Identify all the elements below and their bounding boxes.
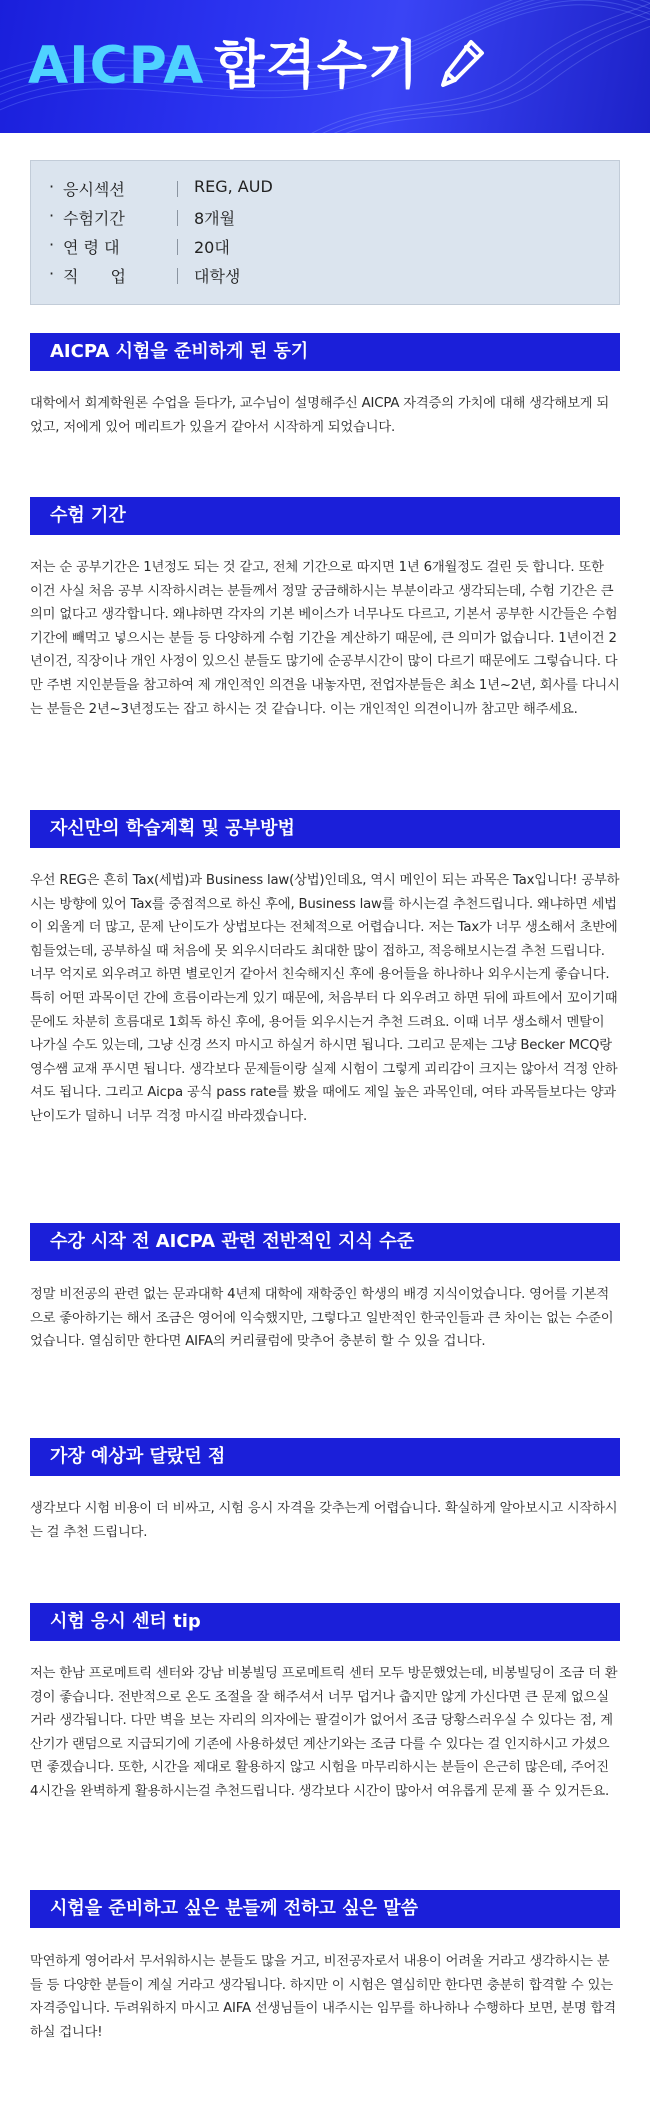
divider	[177, 210, 178, 226]
bullet: ·	[49, 177, 55, 196]
bullet: ·	[49, 264, 55, 283]
divider	[177, 239, 178, 255]
bullet: ·	[49, 206, 55, 225]
section-heading-test-center-tip: 시험 응시 센터 tip	[30, 1603, 620, 1641]
section-heading-motivation: AICPA 시험을 준비하게 된 동기	[30, 333, 620, 371]
section-body-motivation: 대학에서 회계학원론 수업을 듣다가, 교수님이 설명해주신 AICPA 자격증의 가치에 대해 생각해보게 되었고, 저에게 있어 메리트가 있을거 같아서 시작하게 되었습니다.	[30, 396, 610, 435]
section-body-prior-knowledge: 정말 비전공의 관련 없는 문과대학 4년제 대학에 재학중인 학생의 배경 지식이었습니다. 영어를 기본적으로 좋아하기는 해서 조금은 영어에 익숙했지만, 그렇다고 일반적인 한국인들과 큰 차이는 없는 수준이었습니다. 열심히만 한다면 AIFA의 커리큘럼에 맞추어 충분히 할 수 있을 겁니다.	[30, 1287, 614, 1350]
section-heading-study-period: 수험 기간	[30, 497, 620, 535]
header-banner	[0, 0, 650, 133]
divider	[177, 268, 178, 284]
info-value: 대학생	[194, 267, 241, 286]
section-heading-prior-knowledge: 수강 시작 전 AICPA 관련 전반적인 지식 수준	[30, 1223, 620, 1261]
title-review: 합격수기	[214, 36, 420, 96]
section-body-unexpected: 생각보다 시험 비용이 더 비싸고, 시험 응시 자격을 갖추는게 어렵습니다. 확실하게 알아보시고 시작하시는 걸 추천 드립니다.	[30, 1501, 618, 1540]
section-heading-study-plan: 자신만의 학습계획 및 공부방법	[30, 810, 620, 848]
applicant-info-box	[30, 160, 620, 305]
section-heading-message: 시험을 준비하고 싶은 분들께 전하고 싶은 말씀	[30, 1890, 620, 1928]
info-label: 수험기간	[63, 209, 125, 228]
info-label: 직 업	[63, 267, 126, 286]
section-heading-unexpected: 가장 예상과 달랐던 점	[30, 1438, 620, 1476]
info-value: 8개월	[194, 209, 236, 228]
title-aicpa: AICPA	[28, 36, 205, 96]
section-body-study-plan: 우선 REG은 흔히 Tax(세법)과 Business law(상법)인데요, 역시 메인이 되는 과목은 Tax입니다! 공부하시는 방향에 있어 Tax를 중점적으로 하신 후에, Business law를 하시는걸 추천드립니다. 왜냐하면 세법이 외울게 더 많고, 문제 난이도가 상법보다는 전체적으로 어렵습니다. 저는 Tax가 너무 생소해서 초반에 힘들었는데, 공부하실 때 처음에 못 외우시더라도 최대한 많이 접하고, 적응해보시는걸 추천 드립니다. 너무 억지로 외우려고 하면 별로인거 같아서 친숙해지신 후에 용어들을 하나하나 외우시는게 좋습니다. 특히 어떤 과목이던 간에 흐름이라는게 있기 때문에, 처음부터 다 외우려고 하면 뒤에 파트에서 꼬이기때문에도 차분히 흐름대로 1회독 하신 후에, 용어들 외우시는거 추천 드려요. 이때 너무 생소해서 멘탈이 나가실 수도 있는데, 그냥 신경 쓰지 마시고 하실거 하시면 됩니다. 그리고 문제는 그냥 Becker MCQ랑 영수쌤 교재 푸시면 됩니다. 생각보다 문제들이랑 실제 시험이 그렇게 괴리감이 크지는 않아서 걱정 안하셔도 됩니다. 그리고 Aicpa 공식 pass rate를 봤을 때에도 제일 높은 과목인데, 여타 과목들보다는 양과 난이도가 덜하니 너무 걱정 마시길 바라겠습니다.	[30, 873, 620, 1124]
info-label: 연 령 대	[63, 238, 120, 257]
pencil-icon	[440, 38, 486, 90]
info-value: 20대	[194, 238, 230, 257]
section-body-study-period: 저는 순 공부기간은 1년정도 되는 것 같고, 전체 기간으로 따지면 1년 6개월정도 걸린 듯 합니다. 또한 이건 사실 처음 공부 시작하시려는 분들께서 정말 궁금해하시는 부분이라고 생각되는데, 수험 기간은 큰 의미 없다고 생각합니다. 왜냐하면 각자의 기본 베이스가 너무나도 다르고, 기본서 공부한 시간들은 수험 기간에 빼먹고 넣으시는 분들 등 다양하게 수험 기간을 계산하기 때문에, 큰 의미가 없습니다. 1년이건 2년이건, 직장이나 개인 사정이 있으신 분들도 많기에 순공부시간이 많이 다르기 때문에도 그렇습니다. 다만 주변 지인분들을 참고하여 제 개인적인 의견을 내놓자면, 전업자분들은 최소 1년~2년, 회사를 다니시는 분들은 2년~3년정도는 잡고 하시는 것 같습니다. 이는 개인적인 의견이니까 참고만 해주세요.	[30, 560, 620, 717]
bullet: ·	[49, 235, 55, 254]
section-body-test-center-tip: 저는 한남 프로메트릭 센터와 강남 비봉빌딩 프로메트릭 센터 모두 방문했었는데, 비봉빌딩이 조금 더 환경이 좋습니다. 전반적으로 온도 조절을 잘 해주셔서 너무 덥거나 춥지만 않게 가신다면 큰 문제 없으실 거라 생각됩니다. 다만 벽을 보는 자리의 의자에는 팔걸이가 없어서 조금 당황스러우실 수 있다는 점, 계산기가 랜덤으로 지급되기에 기존에 사용하셨던 계산기와는 조금 다를 수 있다는 걸 인지하시고 가셨으면 좋겠습니다. 또한, 시간을 제대로 활용하지 않고 시험을 마무리하시는 분들이 은근히 많은데, 주어진 4시간을 완벽하게 활용하시는걸 추천드립니다. 생각보다 시간이 많아서 여유롭게 문제 풀 수 있거든요.	[30, 1666, 618, 1799]
info-label: 응시섹션	[63, 180, 125, 199]
divider	[177, 181, 178, 197]
section-body-message: 막연하게 영어라서 무서워하시는 분들도 많을 거고, 비전공자로서 내용이 어려울 거라고 생각하시는 분들 등 다양한 분들이 계실 거라고 생각됩니다. 하지만 이 시험은 열심히만 한다면 충분히 합격할 수 있는 자격증입니다. 두려워하지 마시고 AIFA 선생님들이 내주시는 임무를 하나하나 수행하다 보면, 분명 합격하실 겁니다!	[30, 1954, 616, 2040]
info-value: REG, AUD	[194, 177, 273, 196]
page-title	[28, 36, 419, 96]
